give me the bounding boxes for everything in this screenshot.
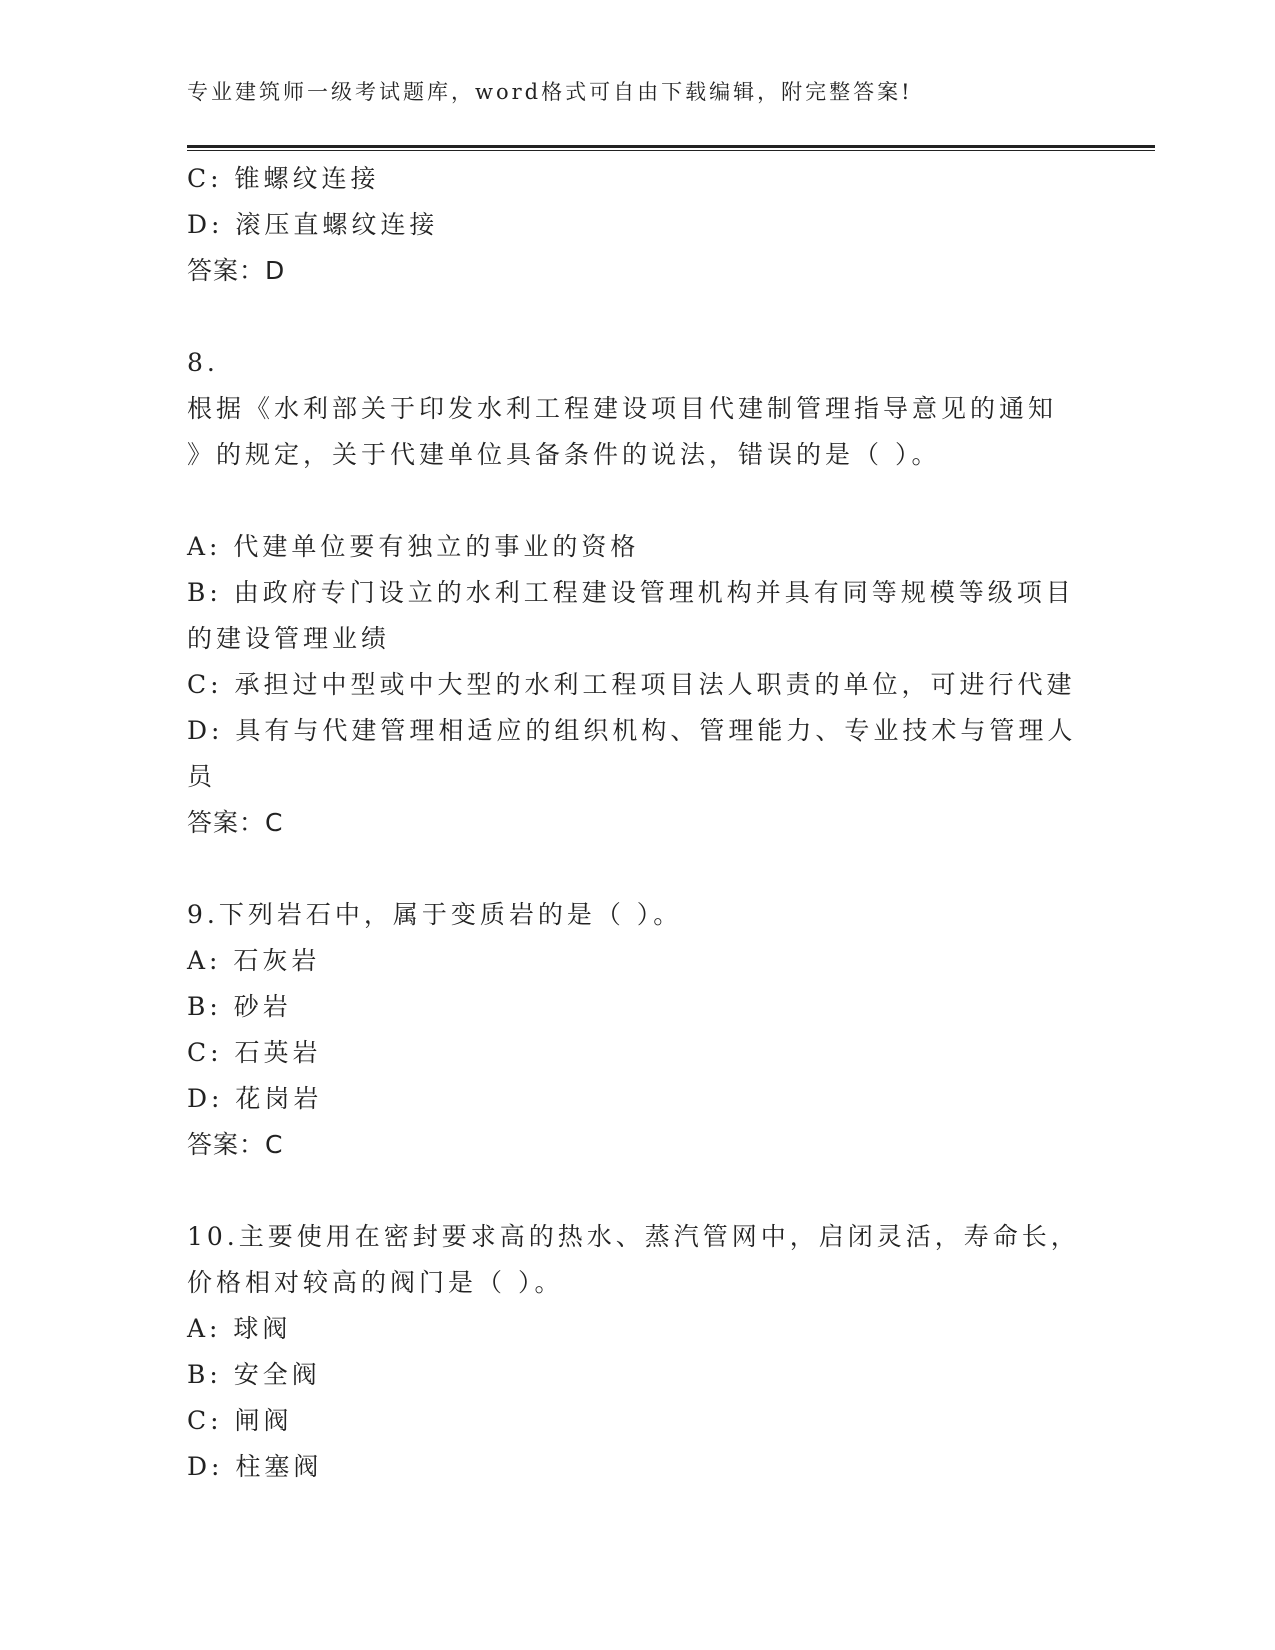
q8-option-b-line-1: B: 由政府专门设立的水利工程建设管理机构并具有同等规模等级项目 <box>187 578 1075 607</box>
q7-answer: 答案：D <box>187 256 286 285</box>
spacer <box>187 294 1087 340</box>
q8-option-a: A: 代建单位要有独立的事业的资格 <box>187 532 640 561</box>
q10-stem-line-2: 价格相对较高的阀门是（ ）。 <box>187 1268 564 1297</box>
q8-stem-line-2: 》的规定，关于代建单位具备条件的说法，错误的是（ ）。 <box>187 440 941 469</box>
spacer <box>187 846 1087 892</box>
q8-stem-line-1: 根据《水利部关于印发水利工程建设项目代建制管理指导意见的通知 <box>187 394 1058 423</box>
q9-answer: 答案：C <box>187 1130 284 1159</box>
q10-option-a: A: 球阀 <box>187 1314 292 1343</box>
q9-option-d: D: 花岗岩 <box>187 1084 323 1113</box>
q8-answer: 答案：C <box>187 808 284 837</box>
header-divider <box>187 145 1155 151</box>
q10-option-d: D: 柱塞阀 <box>187 1452 323 1481</box>
q9-option-b: B: 砂岩 <box>187 992 292 1021</box>
q7-option-c: C: 锥螺纹连接 <box>187 164 380 193</box>
spacer <box>187 478 1087 524</box>
question-content <box>187 156 1087 1490</box>
q8-number: 8. <box>187 348 219 377</box>
q10-stem-line-1: 10.主要使用在密封要求高的热水、蒸汽管网中，启闭灵活，寿命长， <box>187 1222 1080 1251</box>
q8-option-b-line-2: 的建设管理业绩 <box>187 624 391 653</box>
q10-option-b: B: 安全阀 <box>187 1360 321 1389</box>
q8-option-c: C: 承担过中型或中大型的水利工程项目法人职责的单位，可进行代建 <box>187 670 1076 699</box>
q9-stem: 9.下列岩石中，属于变质岩的是（ ）。 <box>187 900 683 929</box>
q9-option-c: C: 石英岩 <box>187 1038 322 1067</box>
q10-option-c: C: 闸阀 <box>187 1406 293 1435</box>
q7-option-d: D: 滚压直螺纹连接 <box>187 210 439 239</box>
q9-option-a: A: 石灰岩 <box>187 946 321 975</box>
q8-option-d-line-2: 员 <box>187 762 217 791</box>
spacer <box>187 1168 1087 1214</box>
q8-option-d-line-1: D: 具有与代建管理相适应的组织机构、管理能力、专业技术与管理人 <box>187 716 1077 745</box>
header-note: 专业建筑师一级考试题库，word格式可自由下载编辑，附完整答案! <box>187 80 913 104</box>
